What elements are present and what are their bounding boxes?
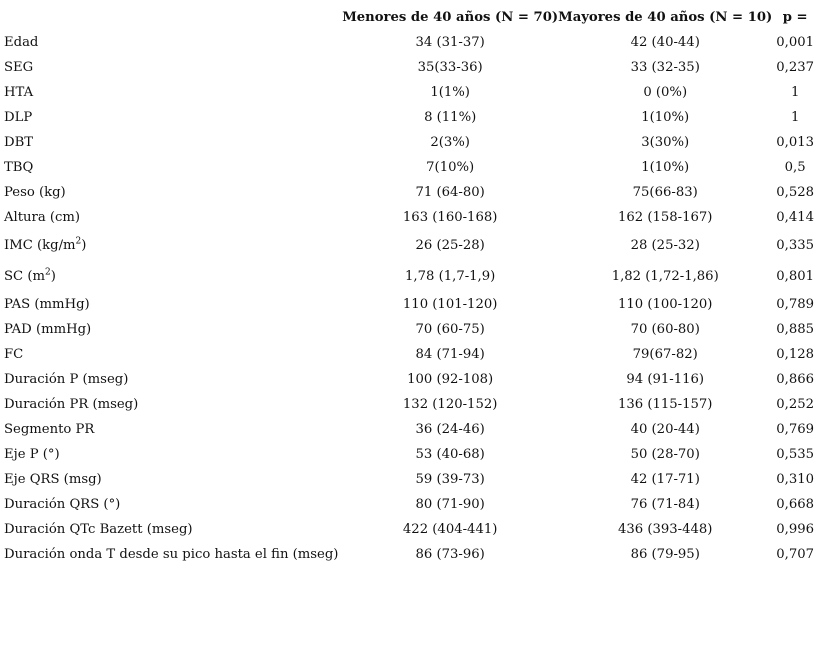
row-variable-label [4,367,342,392]
row-variable-label [4,292,342,317]
header-menores: Menores de 40 años (N = 70) [342,9,559,25]
variable-text: FC [4,347,24,362]
cell-mayores: 86 (79-95) [630,547,700,562]
cell-mayores: 1,82 (1,72-1,86) [611,269,719,284]
cell-mayores: 28 (25-32) [630,238,700,253]
row-variable-label [4,442,342,467]
row-variable-label [4,155,342,180]
cell-mayores: 70 (60-80) [630,322,700,337]
table-row [4,492,818,517]
cell-mayores: 436 (393-448) [617,522,713,537]
cell-menores: 422 (404-441) [402,522,498,537]
row-variable-label [4,80,342,105]
cell-p-value: 0,801 [776,269,815,284]
cell-p-value: 0,013 [776,135,815,150]
variable-text: Eje P (°) [4,447,60,462]
cell-menores: 59 (39-73) [415,472,485,487]
table-row [4,342,818,367]
cell-p-value: 0,528 [776,185,815,200]
table-row [4,367,818,392]
table-row [4,180,818,205]
cell-mayores: 33 (32-35) [630,60,700,75]
variable-text: Duración QRS (°) [4,497,121,512]
cell-menores: 35(33-36) [417,60,483,75]
cell-mayores: 50 (28-70) [630,447,700,462]
table-row [4,392,818,417]
table-row [4,317,818,342]
row-variable-label [4,517,342,542]
cell-menores: 100 (92-108) [407,372,494,387]
row-variable-label [4,317,342,342]
cell-p-value: 0,707 [776,547,815,562]
cell-mayores: 1(10%) [641,110,690,125]
cell-menores: 53 (40-68) [415,447,485,462]
variable-text: HTA [4,85,34,100]
row-variable-label [4,542,342,567]
variable-text: Altura (cm) [4,210,81,225]
cell-p-value: 0,769 [776,422,815,437]
cell-menores: 86 (73-96) [415,547,485,562]
cell-mayores: 162 (158-167) [617,210,713,225]
cell-menores: 1,78 (1,7-1,9) [405,269,496,284]
table-row [4,292,818,317]
table-row [4,30,818,55]
row-variable-label [4,30,342,55]
table-row [4,467,818,492]
cell-mayores: 42 (40-44) [630,35,700,50]
table-row [4,105,818,130]
cell-p-value: 0,885 [776,322,815,337]
variable-text: Duración PR (mseg) [4,397,139,412]
table-row [4,55,818,80]
variable-text: Duración onda T desde su pico hasta el fin (mseg) [4,547,339,562]
unit-superscript: 2 [75,236,82,247]
row-variable-label [4,180,342,205]
cell-mayores: 40 (20-44) [630,422,700,437]
variable-text: PAS (mmHg) [4,297,90,312]
variable-text: DLP [4,110,33,125]
cell-mayores: 136 (115-157) [617,397,713,412]
cell-p-value: 1 [790,110,800,125]
row-variable-label [4,467,342,492]
table-row [4,442,818,467]
table-row [4,261,818,292]
cell-menores: 8 (11%) [424,110,477,125]
variable-text: PAD (mmHg) [4,322,92,337]
variable-text: SC (m [4,269,45,284]
cell-mayores: 42 (17-71) [630,472,700,487]
table-row [4,130,818,155]
row-variable-label [4,492,342,517]
cell-menores: 7(10%) [426,160,475,175]
cell-mayores: 3(30%) [641,135,690,150]
variable-text: DBT [4,135,34,150]
cell-mayores: 76 (71-84) [630,497,700,512]
variable-text: Edad [4,35,39,50]
cell-p-value: 0,789 [776,297,815,312]
table-row [4,417,818,442]
cell-p-value: 0,252 [776,397,815,412]
header-variable [4,4,342,30]
cell-mayores: 1(10%) [641,160,690,175]
cell-mayores: 0 (0%) [643,85,688,100]
variable-text: SEG [4,60,34,75]
cell-p-value: 0,128 [776,347,815,362]
cell-menores: 36 (24-46) [415,422,485,437]
cell-p-value: 0,5 [784,160,806,175]
table-row [4,230,818,261]
variable-text: Segmento PR [4,422,95,437]
cell-mayores: 94 (91-116) [626,372,705,387]
table-row [4,517,818,542]
cell-menores: 132 (120-152) [402,397,498,412]
cell-p-value: 0,996 [776,522,815,537]
cell-menores: 110 (101-120) [402,297,498,312]
cell-menores: 163 (160-168) [402,210,498,225]
header-p-value: p = [782,9,808,25]
row-variable-label [4,392,342,417]
cell-p-value: 0,414 [776,210,815,225]
comparison-table [4,4,818,567]
cell-mayores: 79(67-82) [632,347,698,362]
cell-menores: 34 (31-37) [415,35,485,50]
header-mayores: Mayores de 40 años (N = 10) [558,9,773,25]
table-row [4,80,818,105]
cell-mayores: 75(66-83) [632,185,698,200]
row-variable-label [4,417,342,442]
row-variable-label [4,105,342,130]
cell-menores: 80 (71-90) [415,497,485,512]
cell-menores: 1(1%) [430,85,470,100]
cell-menores: 70 (60-75) [415,322,485,337]
row-variable-label [4,55,342,80]
cell-p-value: 0,310 [776,472,815,487]
cell-p-value: 0,535 [776,447,815,462]
row-variable-label [4,261,342,292]
row-variable-label [4,342,342,367]
cell-menores: 26 (25-28) [415,238,485,253]
cell-p-value: 0,335 [776,238,815,253]
variable-text: Eje QRS (msg) [4,472,102,487]
variable-text: Duración P (mseg) [4,372,129,387]
cell-p-value: 1 [790,85,800,100]
cell-menores: 71 (64-80) [415,185,485,200]
variable-text: IMC (kg/m [4,238,76,253]
table-row [4,542,818,567]
table-row [4,205,818,230]
variable-text: TBQ [4,160,34,175]
row-variable-label [4,230,342,261]
variable-text-suffix: ) [50,269,56,284]
table-body [4,30,818,567]
cell-p-value: 0,001 [776,35,815,50]
table-row [4,155,818,180]
variable-text: Peso (kg) [4,185,66,200]
cell-p-value: 0,237 [776,60,815,75]
unit-superscript: 2 [44,267,51,278]
row-variable-label [4,205,342,230]
variable-text-suffix: ) [81,238,87,253]
cell-p-value: 0,668 [776,497,815,512]
row-variable-label [4,130,342,155]
cell-menores: 2(3%) [430,135,470,150]
variable-text: Duración QTc Bazett (mseg) [4,522,193,537]
cell-p-value: 0,866 [776,372,815,387]
cell-menores: 84 (71-94) [415,347,485,362]
cell-mayores: 110 (100-120) [617,297,713,312]
table-header-row [4,4,818,30]
